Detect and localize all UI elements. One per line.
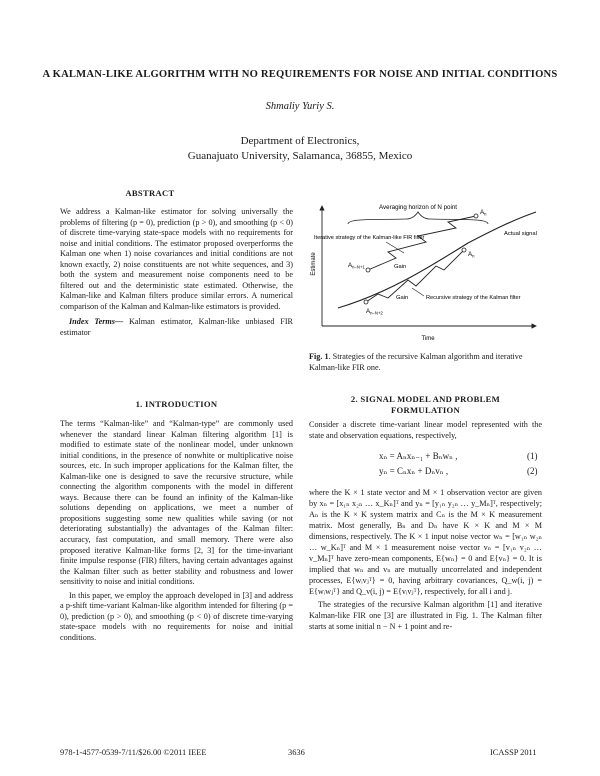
section2-heading-line1: 2. SIGNAL MODEL AND PROBLEM [350,394,501,404]
x-axis-label: Time [421,336,435,342]
footer-conference: ICASSP 2011 [490,748,537,757]
actual-signal-label: Actual signal [504,231,537,237]
horizon-label: Averaging horizon of N point [379,204,457,211]
kalman-label-leader [412,288,424,296]
point-a-top: $A_n$ [480,209,487,217]
abstract-text: We address a Kalman-like estimator for solving universally the problems of filtering (p = 0), prediction (p > 0), and smoothing (p < 0) of discrete time-varying state-space models with no requirements for noise and initial conditions. The estimator proposed overperforms the Kalman one when 1) noise covariances and initial conditions are not known exactly, 2) noise constituents are not white sequences, and 3) both the system and measurement noise components need to be filtered out and the deterministic state estimated. Otherwise, the Kalman-like and Kalman filters produce similar errors. A numerical comparison of the Kalman and Kalman-like estimators is provided. [60,207,293,311]
index-terms-text: Kalman estimator, Kalman-like unbiased FIR estimator [60,317,294,338]
fir-end-point [474,214,478,218]
section2-heading [309,394,542,416]
footer-page-number: 3636 [288,748,305,757]
abstract-body [60,207,293,339]
section2-body-para-1: where the K × 1 state vector and M × 1 observation vector are given by xₙ = [x₁ₙ x₂ₙ … x_Kₙ]ᵀ and yₙ = [y₁ₙ y₂ₙ … y_Mₙ]ᵀ, respectively; Aₙ is the K × K system matrix and Cₙ is the M × K measurement matrix. Most generally, Bₙ and Dₙ have K × K and M × M dimensions, respectively. The K × 1 input noise vector wₙ = [w₁ₙ w₂ₙ … w_Kₙ]ᵀ and M × 1 measurement noise vector vₙ = [v₁ₙ v₂ₙ … v_Mₙ]ᵀ have zero-mean components, E{wₙ} = 0 and E{vₙ} = 0. It is implied that wₙ and vₙ are mutually uncorrelated and independent processes, E{wᵢvⱼᵀ} = 0, having arbitrary covariances, Q_w(i, j) = E{wᵢwⱼᵀ} and Q_v(i, j) = E{vᵢvⱼᵀ}, respectively, for all i and j. [309,488,542,596]
introduction-para-1: The terms “Kalman-like” and “Kalman-type” are commonly used whenever the standard linear Kalman filtering algorithm [1] is modified to estimate state of the nonlinear model, under unknown initial conditions, in the presence of nonwhite or multiplicative noise sources, etc. In such improper applications for the Kalman filter, the Kalman-like one is designed to save the recursive structure, while connecting the algorithm components with the model in different ways. Because there can be found an infinity of the Kalman-like solutions depending on applications, we meet a number of propositions suggesting some new qualities while saving (or not deteriorating substantially) the advantages of the Kalman filter: accuracy, fast computation, and small memory. There were also proposed iterative Kalman-like forms [2, 3] for the time-invariant finite impulse response (FIR) filters, having certain advantages against the Kalman filter such as better stability and robustness and lower sensitivity to noise and initial conditions. [60,419,293,587]
introduction-heading: 1. INTRODUCTION [135,399,218,409]
equation-1-number: (1) [527,451,538,461]
fir-start-point [366,268,370,272]
fir-strategy-label: Iterative strategy of the Kalman-like FIR filter [314,235,425,241]
section2-intro: Consider a discrete time-variant linear model represented with the state and observation equations, respectively, [309,420,542,440]
introduction-para-2: In this paper, we employ the approach developed in [3] and address a p-shift time-variant Kalman-like algorithm intended for filtering (p = 0), prediction (p > 0), and smoothing (p < 0) of discrete time-varying state-space models with no requirements for noise and initial conditions. [60,590,293,642]
index-terms [60,317,293,338]
actual-signal-curve [338,212,536,308]
affiliation [0,134,600,164]
author-name: Shmaliy Yuriy S. [265,101,335,112]
section2-body [309,487,542,632]
kalman-end-point [462,248,466,252]
point-a-right: $A_n$ [468,251,475,259]
kalman-strategy-label: Recursive strategy of the Kalman filter [426,295,521,301]
affiliation-department: Department of Electronics, [240,135,360,147]
gain-label-upper: Gain [394,264,407,270]
y-axis-label: Estimate [311,252,317,276]
figure-caption [309,352,542,373]
affiliation-university: Guanajuato University, Salamanca, 36855, Mexico [187,150,413,162]
equation-2: yₙ = Cₙxₙ + Dₙvₙ , [379,466,449,476]
kalman-start-point [364,300,368,304]
introduction-body [60,419,293,643]
section2-heading-line2: FORMULATION [390,405,461,415]
figure-1 [308,198,543,346]
gain-label-lower: Gain [396,295,409,301]
point-a-bottom: $A_{n-N+2}$ [366,308,383,316]
section2-body-para-2: The strategies of the recursive Kalman algorithm [1] and iterative Kalman-like FIR one [3] are illustrated in Fig. 1. The Kalman filter starts at some initial n − N + 1 point and re- [309,600,542,631]
fir-label-leader [386,242,404,253]
paper-title: A KALMAN-LIKE ALGORITHM WITH NO REQUIREMENTS FOR NOISE AND INITIAL CONDITIONS [42,69,558,80]
figure-caption-label: Fig. 1 [309,352,329,361]
index-terms-label: Index Terms— [69,317,124,327]
equation-2-number: (2) [527,466,538,476]
abstract-heading: ABSTRACT [125,188,175,198]
equation-1: xₙ = Aₙxₙ₋₁ + Bₙwₙ , [379,451,458,461]
fir-strategy-path [368,216,476,270]
point-a-mid: $A_{n-N+1}$ [348,262,365,270]
footer-isbn: 978-1-4577-0539-7/11/$26.00 ©2011 IEEE [60,748,207,757]
figure-caption-text: . Strategies of the recursive Kalman algorithm and iterative Kalman-like FIR one. [309,352,523,372]
